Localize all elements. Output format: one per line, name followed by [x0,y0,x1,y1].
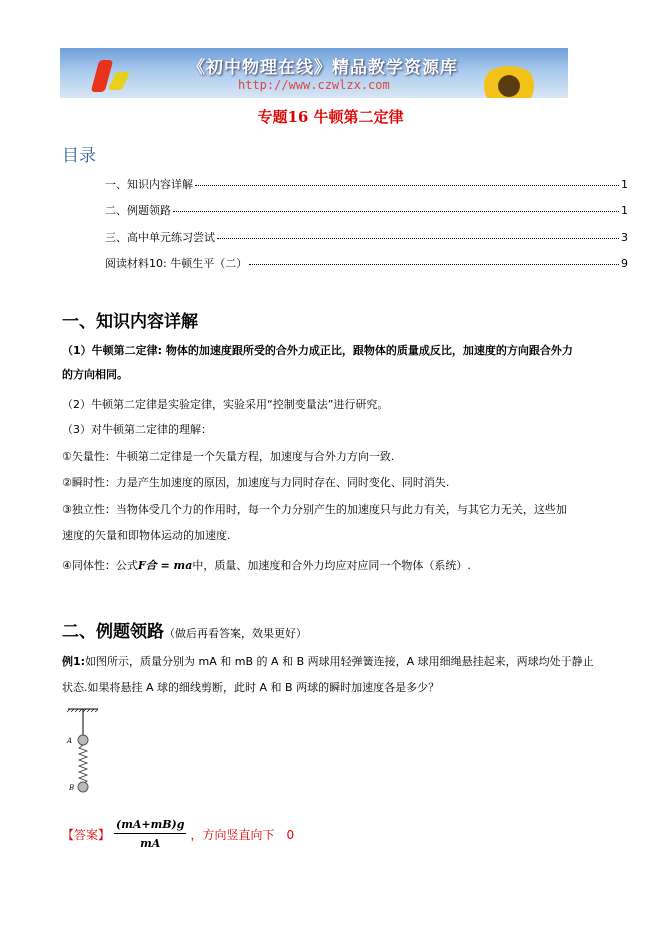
item-4-text: ④同体性：公式 [62,559,138,572]
answer-label: 【答案】 [62,827,111,842]
label-b: B [69,784,75,792]
ball-a [78,735,88,745]
answer-text: ，方向竖直向下 0 [190,827,295,842]
item-3: ③独立性：当物体受几个力的作用时，每一个力分别产生的加速度只与此力有关，与其它力无关，这些加 [62,503,567,516]
toc-item[interactable] [105,176,628,192]
toc-page: 3 [621,231,628,244]
example-1 [62,653,594,669]
fraction-denominator: mA [140,837,161,850]
spring [79,745,87,784]
label-a: A [67,737,73,745]
para-1: （1）牛顿第二定律: 物体的加速度跟所受的合外力成正比，跟物体的质量成反比，加速度的方向跟合外力 [62,344,573,357]
ball-b [78,782,88,792]
example-text: 如图所示，质量分别为 mA 和 mB 的 A 和 B 两球用轻弹簧连接，A 球用细绳悬挂起来，两球均处于静止 [85,655,594,668]
banner-title: 《初中物理在线》精品教学资源库 [188,58,458,78]
section1-heading: 一、知识内容详解 [62,312,198,332]
logo-icon-secondary [108,72,130,90]
item-2: ②瞬时性：力是产生加速度的原因，加速度与力同时存在、同时变化、同时消失. [62,476,450,489]
sunflower-icon [480,66,538,98]
item-4 [62,557,471,573]
banner-url: http://www.czwlzx.com [238,78,390,92]
toc-item[interactable] [105,229,628,245]
toc-label: 阅读材料10: 牛顿生平（二） [105,257,248,270]
toc-page: 1 [621,204,628,217]
para-1-cont: 的方向相同。 [62,368,128,381]
spring-diagram [64,705,104,795]
banner-image [60,48,568,98]
toc-heading: 目录 [62,146,96,166]
para-3: （3）对牛顿第二定律的理解： [62,423,212,436]
para-2: （2）牛顿第二定律是实验定律，实验采用“控制变量法”进行研究。 [62,398,389,411]
answer-fraction [114,818,186,850]
example-label: 例1: [62,655,86,668]
section2-heading [62,617,307,642]
formula: F合 = ma [137,559,193,572]
toc-label: 一、知识内容详解 [105,178,193,191]
item-1: ①矢量性：牛顿第二定律是一个矢量方程，加速度与合外力方向一致. [62,450,395,463]
fraction-numerator: (mA+mB)g [114,818,186,834]
toc-item[interactable] [105,202,628,218]
item-4-text-post: 中，质量、加速度和合外力均应对应同一个物体（系统）. [192,559,471,572]
toc-page: 9 [621,257,628,270]
answer [62,818,294,850]
section2-title: 二、例题领路 [62,622,164,642]
toc-page: 1 [621,178,628,191]
example-1-cont: 状态.如果将悬挂 A 球的细线剪断，此时 A 和 B 两球的瞬时加速度各是多少？ [62,681,440,694]
item-3-cont: 速度的矢量和即物体运动的加速度. [62,529,231,542]
section2-note: （做后再看答案，效果更好） [164,627,307,640]
toc-item[interactable] [105,255,628,271]
document-title: 专题16 牛顿第二定律 [257,108,404,126]
toc-label: 二、例题领路 [105,204,171,217]
toc-label: 三、高中单元练习尝试 [105,231,215,244]
